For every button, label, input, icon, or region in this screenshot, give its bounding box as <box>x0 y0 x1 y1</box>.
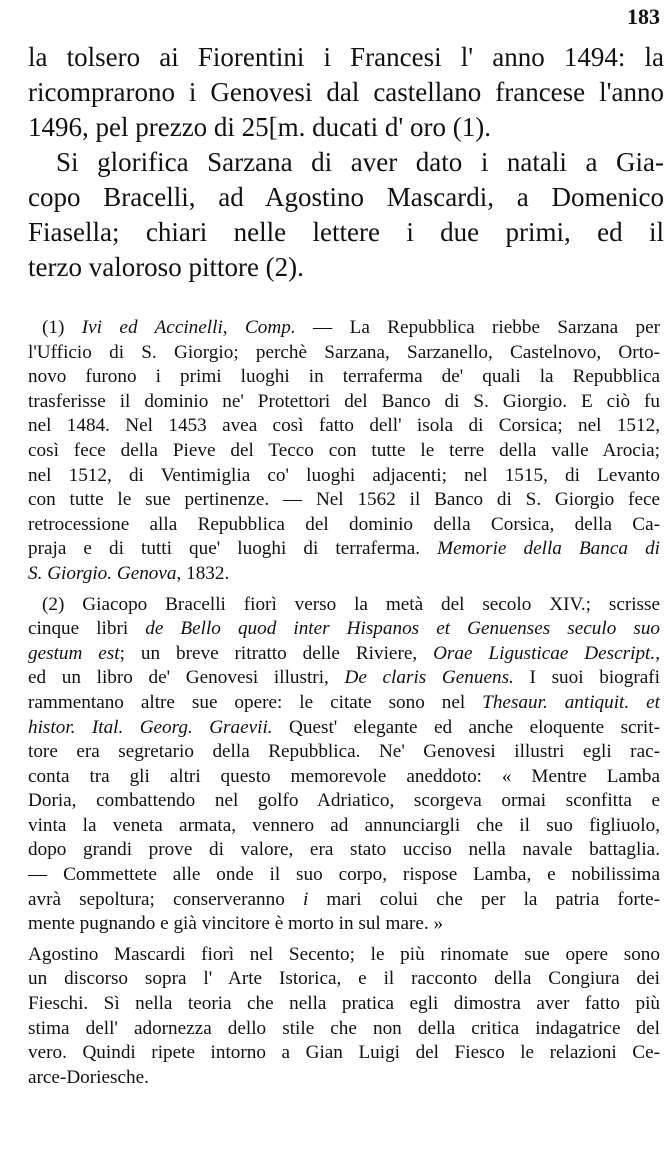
footnote-line: arce-Doriesche. <box>28 1066 149 1088</box>
footnote-line: gestum est; un breve ritratto delle Riviere, Orae Ligusticae Descript., <box>28 642 660 664</box>
main-text-line: 1496, pel prezzo di 25[m. ducati d' oro (1). <box>28 112 491 142</box>
footnote-line: histor. Ital. Georg. Graevii. Quest' elegante ed anche eloquente scrit- <box>28 716 660 738</box>
footnote-line: così fece della Pieve del Tecco con tutte le terre della valle Arocia; <box>28 439 660 461</box>
footnote-line: tore era segretario della Repubblica. Ne' Genovesi illustri egli rac- <box>28 741 660 763</box>
italic-text: Memorie della Banca di <box>437 538 660 560</box>
footnote-1 <box>28 316 660 587</box>
footnote-line: cinque libri de Bello quod inter Hispanos et Genuenses seculo suo <box>28 618 661 640</box>
footnote-line: praja e di tutti que' luoghi di terraferma. Memorie della Banca di <box>28 538 660 560</box>
footnote-line: stima dell' adornezza dello stile che non della critica indagatrice del <box>28 1017 660 1039</box>
footnote-line: nel 1512, di Ventimiglia co' luoghi adjacenti; nel 1515, di Levanto <box>28 464 660 486</box>
italic-text: i <box>302 888 309 910</box>
footnote-line: conta tra gli altri questo memorevole aneddoto: « Mentre Lamba <box>28 765 660 787</box>
footnote-line: mente pugnando e già vincitore è morto in sul mare. » <box>28 913 444 935</box>
footnote-line: trasferisse il dominio ne' Protettori del Banco di S. Giorgio. E ciò fu <box>28 390 660 412</box>
main-text-line: ricomprarono i Genovesi dal castellano francese l'anno <box>28 77 664 107</box>
main-text-line: Fiasella; chiari nelle lettere i due primi, ed il <box>28 217 664 247</box>
italic-text: S. Giorgio. Genova <box>28 562 177 584</box>
italic-text: histor. Ital. Georg. Graevii. <box>28 716 273 738</box>
footnote-line: — Commettete alle onde il suo corpo, rispose Lamba, e nobilissima <box>28 864 660 886</box>
footnote-line: Fieschi. Sì nella teoria che nella pratica egli dimostra aver fatto più <box>28 993 660 1015</box>
footnote-line: Agostino Mascardi fiorì nel Secento; le più rinomate sue opere sono <box>28 943 660 965</box>
italic-text: Ivi ed Accinelli <box>81 317 223 338</box>
italic-text: gestum est <box>28 642 120 664</box>
footnote-line: retrocessione alla Repubblica del dominio della Corsica, della Ca- <box>28 513 660 535</box>
main-text-line: terzo valoroso pittore (2). <box>28 252 304 282</box>
italic-text: De claris Genuens. <box>344 667 514 689</box>
footnote-line: (1) Ivi ed Accinelli, Comp. — La Repubblica riebbe Sarzana per <box>42 317 661 338</box>
footnotes <box>28 316 660 1090</box>
footnote-line: con tutte le sue pertinenze. — Nel 1562 il Banco di S. Giorgio fece <box>28 489 660 511</box>
footnote-line: rammentano altre sue opere: le citate sono nel Thesaur. antiquit. et <box>28 691 660 713</box>
main-text-line: copo Bracelli, ad Agostino Mascardi, a Domenico <box>28 182 664 212</box>
footnote-line: nel 1484. Nel 1453 avea così fatto dell' isola di Corsica; nel 1512, <box>28 415 660 437</box>
footnote-line: dopo grandi prove di valore, era stato ucciso nella navale battaglia. <box>28 839 660 861</box>
italic-text: Thesaur. antiquit. et <box>482 691 660 713</box>
footnote-line: novo furono i primi luoghi in terraferma de' quali la Repubblica <box>28 366 660 388</box>
italic-text: de Bello quod inter Hispanos et Genuenses seculo suo <box>145 618 661 640</box>
footnote-line: vinta la veneta armata, vennero ad annunciargli che il suo figliuolo, <box>28 814 660 836</box>
footnote-line: S. Giorgio. Genova, 1832. <box>28 562 230 584</box>
main-text-line: la tolsero ai Fiorentini i Francesi l' anno 1494: la <box>28 42 664 72</box>
italic-text: Orae Ligusticae Descript. <box>433 642 656 664</box>
main-text <box>28 40 664 285</box>
footnote-line: ed un libro de' Genovesi illustri, De claris Genuens. I suoi biografi <box>28 667 660 689</box>
footnote-line: Doria, combattendo nel golfo Adriatico, scorgeva ormai sconfitta e <box>28 790 660 812</box>
page-number: 183 <box>627 4 660 29</box>
footnote-line: vero. Quindi ripete intorno a Gian Luigi del Fiesco le relazioni Ce- <box>28 1042 660 1064</box>
main-text-line: Si glorifica Sarzana di aver dato i natali a Gia- <box>56 147 664 177</box>
italic-text: Comp. <box>244 317 296 338</box>
footnote-line: avrà sepoltura; conserveranno i mari colui che per la patria forte- <box>28 888 660 910</box>
footnote-2 <box>28 593 660 937</box>
footnote-line: un discorso sopra l' Arte Istorica, e il racconto della Congiura dei <box>28 968 660 990</box>
footnote-line: (2) Giacopo Bracelli fiorì verso la metà del secolo XIV.; scrisse <box>42 593 660 615</box>
footnote-line: l'Ufficio di S. Giorgio; perchè Sarzana, Sarzanello, Castelnovo, Orto- <box>28 341 660 363</box>
footnote-3 <box>28 943 660 1091</box>
